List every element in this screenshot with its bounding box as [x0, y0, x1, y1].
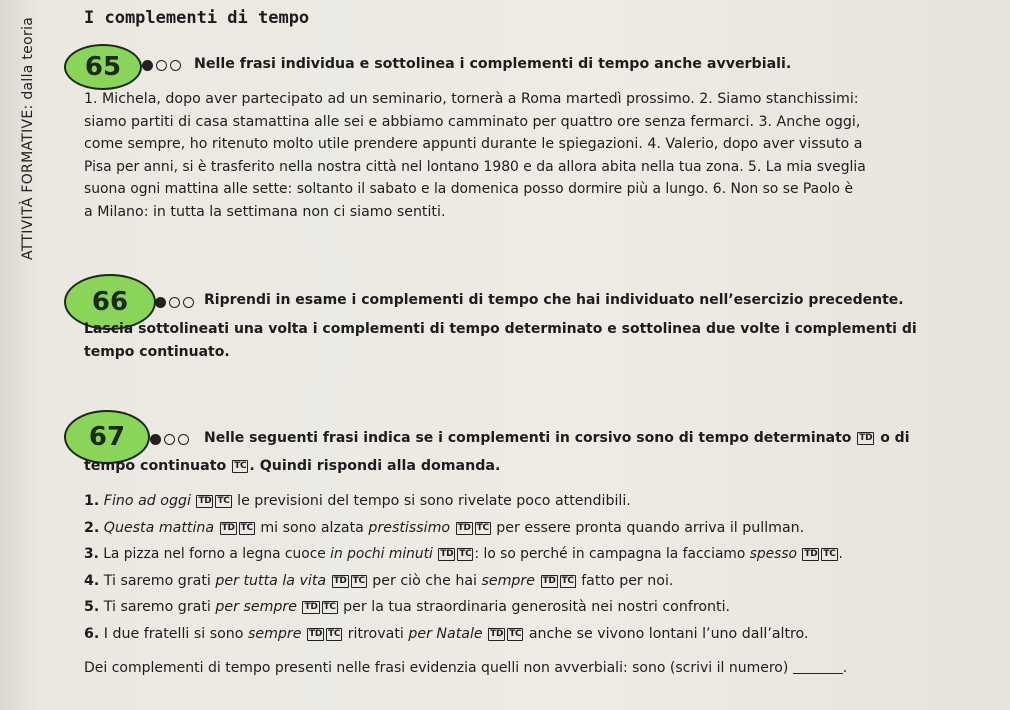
dot-empty-icon — [169, 297, 180, 308]
item-number: 2. — [84, 519, 100, 536]
italic-complement: sempre — [481, 572, 535, 589]
italic-complement: prestissimo — [368, 519, 451, 536]
list-item — [84, 515, 847, 542]
td-checkbox[interactable]: TD — [440, 549, 454, 559]
text-line: 1. Michela, dopo aver partecipato ad un seminario, tornerà a Roma martedì prossimo. 2. Siamo stanchissimi: — [84, 91, 859, 107]
item-text: Ti saremo grati — [103, 599, 211, 615]
item-text: mi sono alzata — [260, 519, 364, 536]
item-number: 1. — [84, 493, 100, 509]
dot-filled-icon — [150, 434, 161, 445]
item-text: per la tua straordinaria generosità nei nostri confronti. — [343, 599, 731, 615]
difficulty-dots — [155, 297, 194, 308]
item-text: le previsioni del tempo si sono rivelate poco attendibili. — [237, 493, 631, 509]
dot-empty-icon — [183, 297, 194, 308]
exercise-list — [84, 488, 847, 682]
item-number: 5. — [84, 599, 100, 615]
exercise-number-badge — [64, 44, 142, 90]
exercise-instructions: Riprendi in esame i complementi di tempo che hai individuato nell’esercizio precedente. — [204, 292, 904, 308]
text-line: Pisa per anni, si è trasferito nella nostra città nel lontano 1980 e da allora abita nella tua zona. 5. La mia sveglia — [84, 158, 866, 175]
dot-empty-icon — [178, 434, 189, 445]
text-line: come sempre, ho ritenuto molto utile prendere appunti durante le spiegazioni. 4. Valerio, dopo aver vissuto a — [84, 136, 863, 152]
dot-filled-icon — [155, 297, 166, 308]
item-text: I due fratelli si sono — [103, 625, 244, 642]
exercise-number-badge — [64, 410, 150, 464]
td-tag: TD — [859, 433, 873, 443]
item-text: Ti saremo grati — [103, 572, 211, 589]
period: . — [842, 660, 848, 676]
item-text: La pizza nel forno a legna cuoce — [103, 546, 326, 562]
td-checkbox[interactable]: TD — [457, 522, 471, 533]
list-item — [84, 568, 847, 595]
sidebar-label: ATTIVITÀ FORMATIVE: dalla teoria — [20, 16, 36, 260]
exercise-number: 67 — [88, 422, 126, 452]
td-checkbox[interactable]: TD — [221, 522, 235, 533]
answer-field[interactable] — [793, 661, 843, 674]
exercise-text — [84, 318, 917, 363]
italic-complement: per tutta la vita — [215, 572, 327, 589]
item-number: 4. — [84, 572, 100, 589]
instructions-part: o di — [880, 430, 910, 446]
text-line: suona ogni mattina alle sette: soltanto il sabato e la domenica posso dormire più a lungo. 6. Non so se Paolo è — [84, 181, 854, 197]
italic-complement: in pochi minuti — [330, 546, 433, 562]
difficulty-dots — [142, 60, 181, 71]
item-text: anche se vivono lontani l’uno dall’altro. — [528, 625, 809, 642]
tc-checkbox[interactable]: TC — [328, 628, 341, 639]
tc-checkbox[interactable]: TC — [323, 602, 336, 612]
italic-complement: spesso — [749, 546, 797, 562]
list-item — [84, 541, 847, 568]
italic-complement: per Natale — [408, 625, 483, 642]
exercise-instructions: Nelle frasi individua e sottolinea i complementi di tempo anche avverbiali. — [194, 56, 792, 72]
exercise-instructions-line2 — [84, 458, 500, 474]
text-line: a Milano: in tutta la settimana non ci siamo sentiti. — [84, 203, 446, 220]
item-text: ritrovati — [347, 625, 404, 642]
exercise-instructions — [204, 430, 910, 446]
tc-checkbox[interactable]: TC — [561, 575, 574, 586]
dot-empty-icon — [170, 60, 181, 71]
td-checkbox[interactable]: TD — [309, 628, 323, 639]
td-checkbox[interactable]: TD — [304, 602, 318, 612]
italic-complement: per sempre — [215, 599, 297, 615]
list-item — [84, 594, 847, 621]
tc-checkbox[interactable]: TC — [240, 522, 253, 533]
instructions-part: . Quindi rispondi alla domanda. — [249, 458, 501, 474]
sidebar — [20, 10, 46, 260]
item-text: : lo so perché in campagna la facciamo — [474, 546, 746, 562]
item-text: per ciò che hai — [372, 572, 477, 589]
italic-complement: sempre — [247, 625, 302, 642]
dot-filled-icon — [142, 60, 153, 71]
text-line: siamo partiti di casa stamattina alle sei e abbiamo camminato per quattro ore senza fermarci. 3. Anche oggi, — [84, 113, 861, 130]
instructions-part: Nelle seguenti frasi indica se i complementi in corsivo sono di tempo determinato — [204, 430, 852, 446]
td-checkbox[interactable]: TD — [542, 575, 556, 586]
text-line: tempo continuato. — [84, 343, 230, 360]
dot-empty-icon — [156, 60, 167, 71]
item-text: . — [838, 546, 843, 562]
exercise-number: 66 — [91, 287, 129, 317]
tc-checkbox[interactable]: TC — [509, 628, 522, 639]
tc-checkbox[interactable]: TC — [459, 549, 472, 559]
exercise-text — [84, 88, 866, 223]
tc-checkbox[interactable]: TC — [476, 522, 489, 533]
td-checkbox[interactable]: TD — [198, 496, 212, 506]
td-checkbox[interactable]: TD — [804, 549, 818, 559]
question-text: Dei complementi di tempo presenti nelle frasi evidenzia quelli non avverbiali: sono (scrivi il numero) — [84, 660, 789, 676]
list-item — [84, 621, 847, 648]
difficulty-dots — [150, 434, 189, 445]
item-number: 3. — [84, 546, 99, 562]
item-text: fatto per noi. — [581, 572, 674, 589]
instructions-part: tempo continuato — [84, 458, 227, 474]
list-item — [84, 488, 847, 515]
tc-checkbox[interactable]: TC — [352, 575, 365, 586]
page-title: I complementi di tempo — [84, 8, 310, 28]
question-row — [84, 655, 847, 682]
italic-complement: Questa mattina — [103, 519, 215, 536]
tc-checkbox[interactable]: TC — [823, 549, 836, 559]
italic-complement: Fino ad oggi — [103, 493, 191, 509]
td-checkbox[interactable]: TD — [490, 628, 504, 639]
exercise-number: 65 — [84, 52, 122, 82]
item-text: per essere pronta quando arriva il pullman. — [496, 519, 805, 536]
tc-tag: TC — [234, 461, 247, 471]
tc-checkbox[interactable]: TC — [217, 496, 230, 506]
item-number: 6. — [84, 625, 100, 642]
td-checkbox[interactable]: TD — [333, 575, 347, 586]
text-line: Lascia sottolineati una volta i complementi di tempo determinato e sottolinea due volte i complementi di — [84, 321, 917, 337]
dot-empty-icon — [164, 434, 175, 445]
